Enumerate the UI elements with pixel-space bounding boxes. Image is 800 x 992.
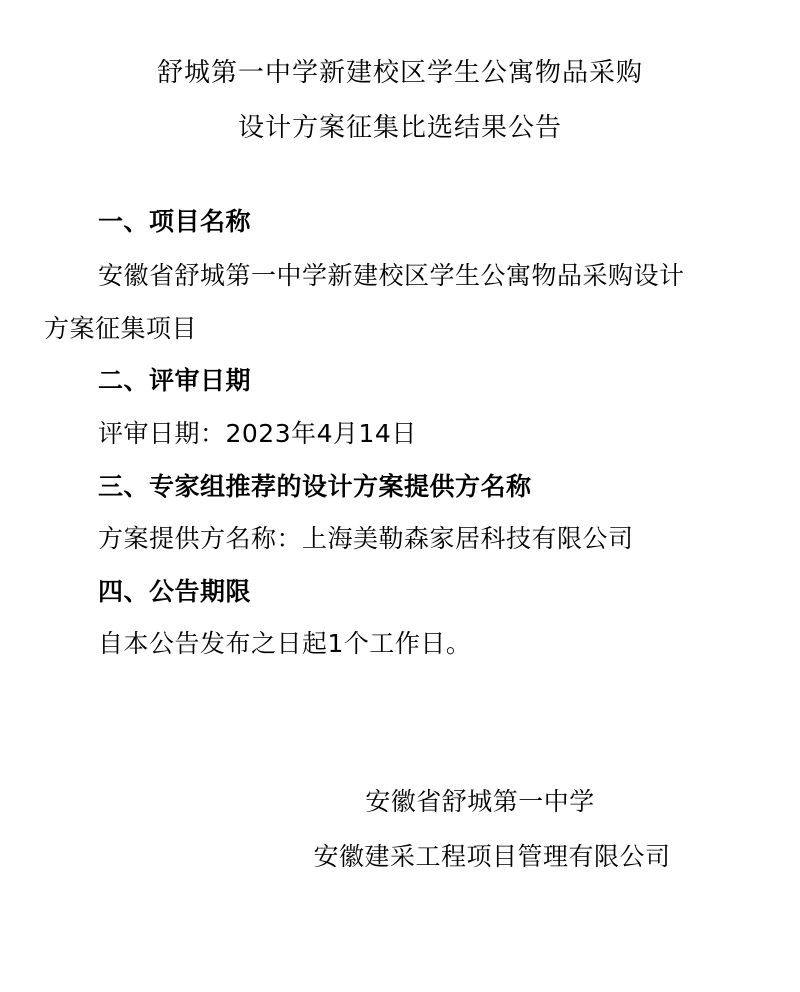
review-date-text: 评审日期：2023年4月14日 xyxy=(98,419,417,448)
provider-name-text: 方案提供方名称：上海美勒森家居科技有限公司 xyxy=(98,524,634,553)
section-heading-recommended-provider: 三、专家组推荐的设计方案提供方名称 xyxy=(98,472,532,501)
section-heading-notice-period: 四、公告期限 xyxy=(98,577,252,606)
signature-org-agency: 安徽建采工程项目管理有限公司 xyxy=(313,842,671,871)
section-heading-project-name: 一、项目名称 xyxy=(98,207,252,236)
project-name-text-line-2: 方案征集项目 xyxy=(44,314,198,343)
signature-org-school: 安徽省舒城第一中学 xyxy=(365,787,595,816)
notice-period-text: 自本公告发布之日起1个工作日。 xyxy=(98,629,472,658)
project-name-text-line-1: 安徽省舒城第一中学新建校区学生公寓物品采购设计 xyxy=(98,261,685,290)
document-title-line-2: 设计方案征集比选结果公告 xyxy=(237,113,562,143)
section-heading-review-date: 二、评审日期 xyxy=(98,366,252,395)
document-title-line-1: 舒城第一中学新建校区学生公寓物品采购 xyxy=(156,58,643,88)
